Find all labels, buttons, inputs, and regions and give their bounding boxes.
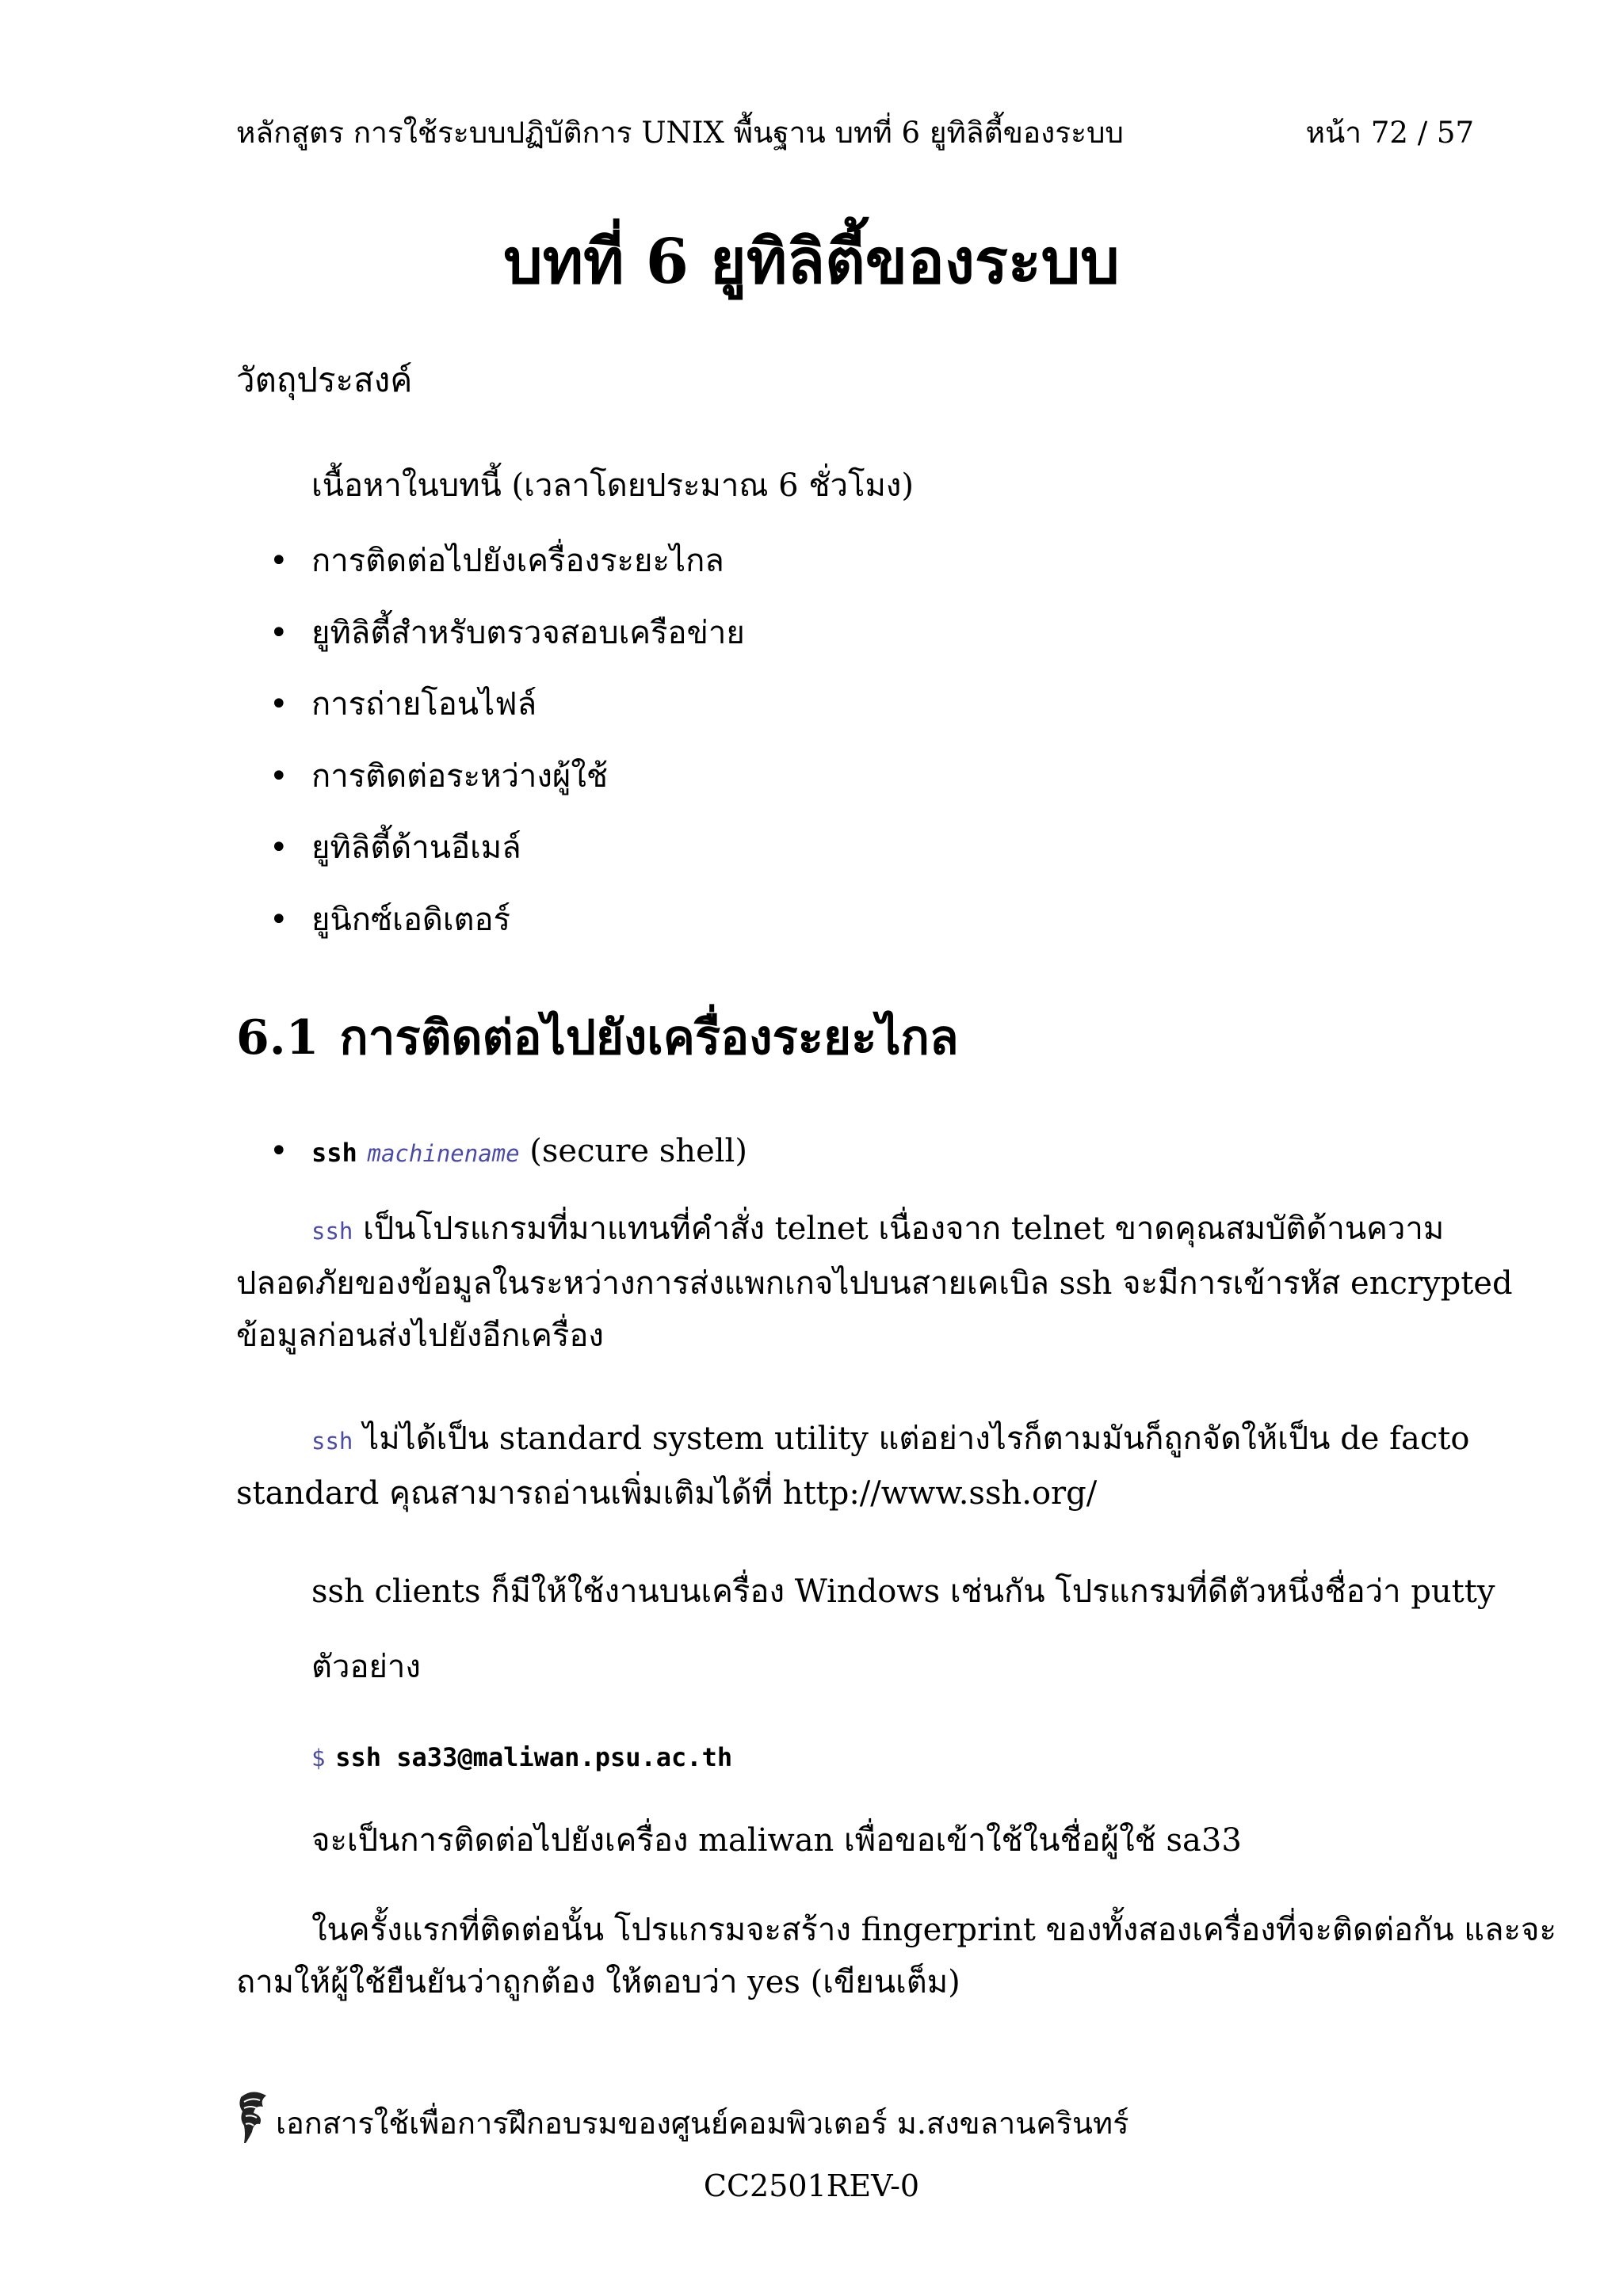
paragraph-line: ในครั้งแรกที่ติดต่อนั้น โปรแกรมจะสร้าง fingerprint ของทั้งสองเครื่องที่จะติดต่อกัน และจะ <box>311 1912 1556 1948</box>
intro-text: เนื้อหาในบทนี้ (เวลาโดยประมาณ 6 ชั่วโมง) <box>311 467 914 504</box>
list-item <box>236 678 745 750</box>
topic-list <box>236 535 745 966</box>
ssh-standard-paragraph <box>236 1413 1488 1520</box>
section-title: การติดต่อไปยังเครื่องระยะไกล <box>339 1010 959 1066</box>
bullet: • <box>269 686 288 723</box>
topic-label: ยูนิกซ์เอดิเตอร์ <box>311 901 510 938</box>
chapter-title: บทที่ 6 ยูทิลิตี้ของระบบ <box>503 226 1120 298</box>
list-item <box>236 822 745 894</box>
topic-label: การติดต่อระหว่างผู้ใช้ <box>311 757 609 795</box>
psu-emblem-icon <box>236 2089 273 2145</box>
example-explanation: จะเป็นการติดต่อไปยังเครื่อง maliwan เพื่อขอเข้าใช้ในชื่อผู้ใช้ sa33 <box>311 1822 1242 1859</box>
objective-heading: วัตถุประสงค์ <box>236 360 413 399</box>
list-item <box>236 535 745 607</box>
bullet: • <box>269 614 288 651</box>
example-label: ตัวอย่าง <box>311 1649 421 1685</box>
ssh-bullet-item <box>236 1125 747 1180</box>
inline-command: ssh <box>311 1428 353 1455</box>
topic-label: ยูทิลิตี้ด้านอีเมล์ <box>311 830 521 867</box>
inline-command: ssh <box>311 1218 353 1245</box>
topic-label: ยูทิลิตี้สำหรับตรวจสอบเครือข่าย <box>311 614 745 651</box>
example-command: ssh sa33@maliwan.psu.ac.th <box>335 1742 733 1772</box>
ssh-argument: machinename <box>367 1140 520 1167</box>
topic-label: การถ่ายโอนไฟล์ <box>311 686 537 723</box>
ssh-command: ssh <box>311 1138 357 1168</box>
bullet: • <box>269 1133 288 1169</box>
paragraph-line: ถามให้ผู้ใช้ยืนยันว่าถูกต้อง ให้ตอบว่า yes (เขียนเต็ม) <box>236 1964 960 2000</box>
bullet: • <box>269 543 288 579</box>
list-item <box>236 607 745 679</box>
bullet: • <box>269 901 288 938</box>
shell-prompt: $ <box>311 1745 326 1772</box>
footer-text: เอกสารใช้เพื่อการฝึกอบรมของศูนย์คอมพิวเตอร์ ม.สงขลานครินทร์ <box>276 2106 1129 2141</box>
footer <box>236 2089 1129 2147</box>
topic-label: การติดต่อไปยังเครื่องระยะไกล <box>311 543 724 579</box>
paragraph-line: standard คุณสามารถอ่านเพิ่มเติมได้ที่ http://www.ssh.org/ <box>236 1475 1098 1512</box>
list-item <box>236 894 745 966</box>
bullet: • <box>269 757 288 795</box>
bullet: • <box>269 830 288 867</box>
section-number: 6.1 <box>236 1010 319 1066</box>
paragraph-line: ไม่ได้เป็น standard system utility แต่อย่างไรก็ตามมันก็ถูกจัดให้เป็น de facto <box>353 1421 1470 1457</box>
ssh-description: (secure shell) <box>529 1133 747 1169</box>
document-code: CC2501REV-0 <box>703 2168 920 2203</box>
paragraph-line: เป็นโปรแกรมที่มาแทนที่คำสั่ง telnet เนื่องจาก telnet ขาดคุณสมบัติด้านความ <box>353 1211 1445 1247</box>
paragraph-line: ข้อมูลก่อนส่งไปยังอีกเครื่อง <box>236 1318 604 1354</box>
running-header-page-number: หน้า 72 / 57 <box>1305 116 1474 150</box>
ssh-clients-paragraph: ssh clients ก็มีให้ใช้งานบนเครื่อง Windows เช่นกัน โปรแกรมที่ดีตัวหนึ่งชื่อว่า putty <box>311 1573 1495 1610</box>
fingerprint-paragraph <box>236 1904 1556 2008</box>
list-item <box>236 750 745 822</box>
example-command-line <box>311 1730 732 1784</box>
running-header-title: หลักสูตร การใช้ระบบปฏิบัติการ UNIX พื้นฐาน บทที่ 6 ยูทิลิตี้ของระบบ <box>236 116 1124 150</box>
section-heading <box>236 1000 959 1075</box>
ssh-intro-paragraph <box>236 1203 1513 1362</box>
paragraph-line: ปลอดภัยของข้อมูลในระหว่างการส่งแพกเกจไปบนสายเคเบิล ssh จะมีการเข้ารหัส encrypted <box>236 1265 1513 1302</box>
